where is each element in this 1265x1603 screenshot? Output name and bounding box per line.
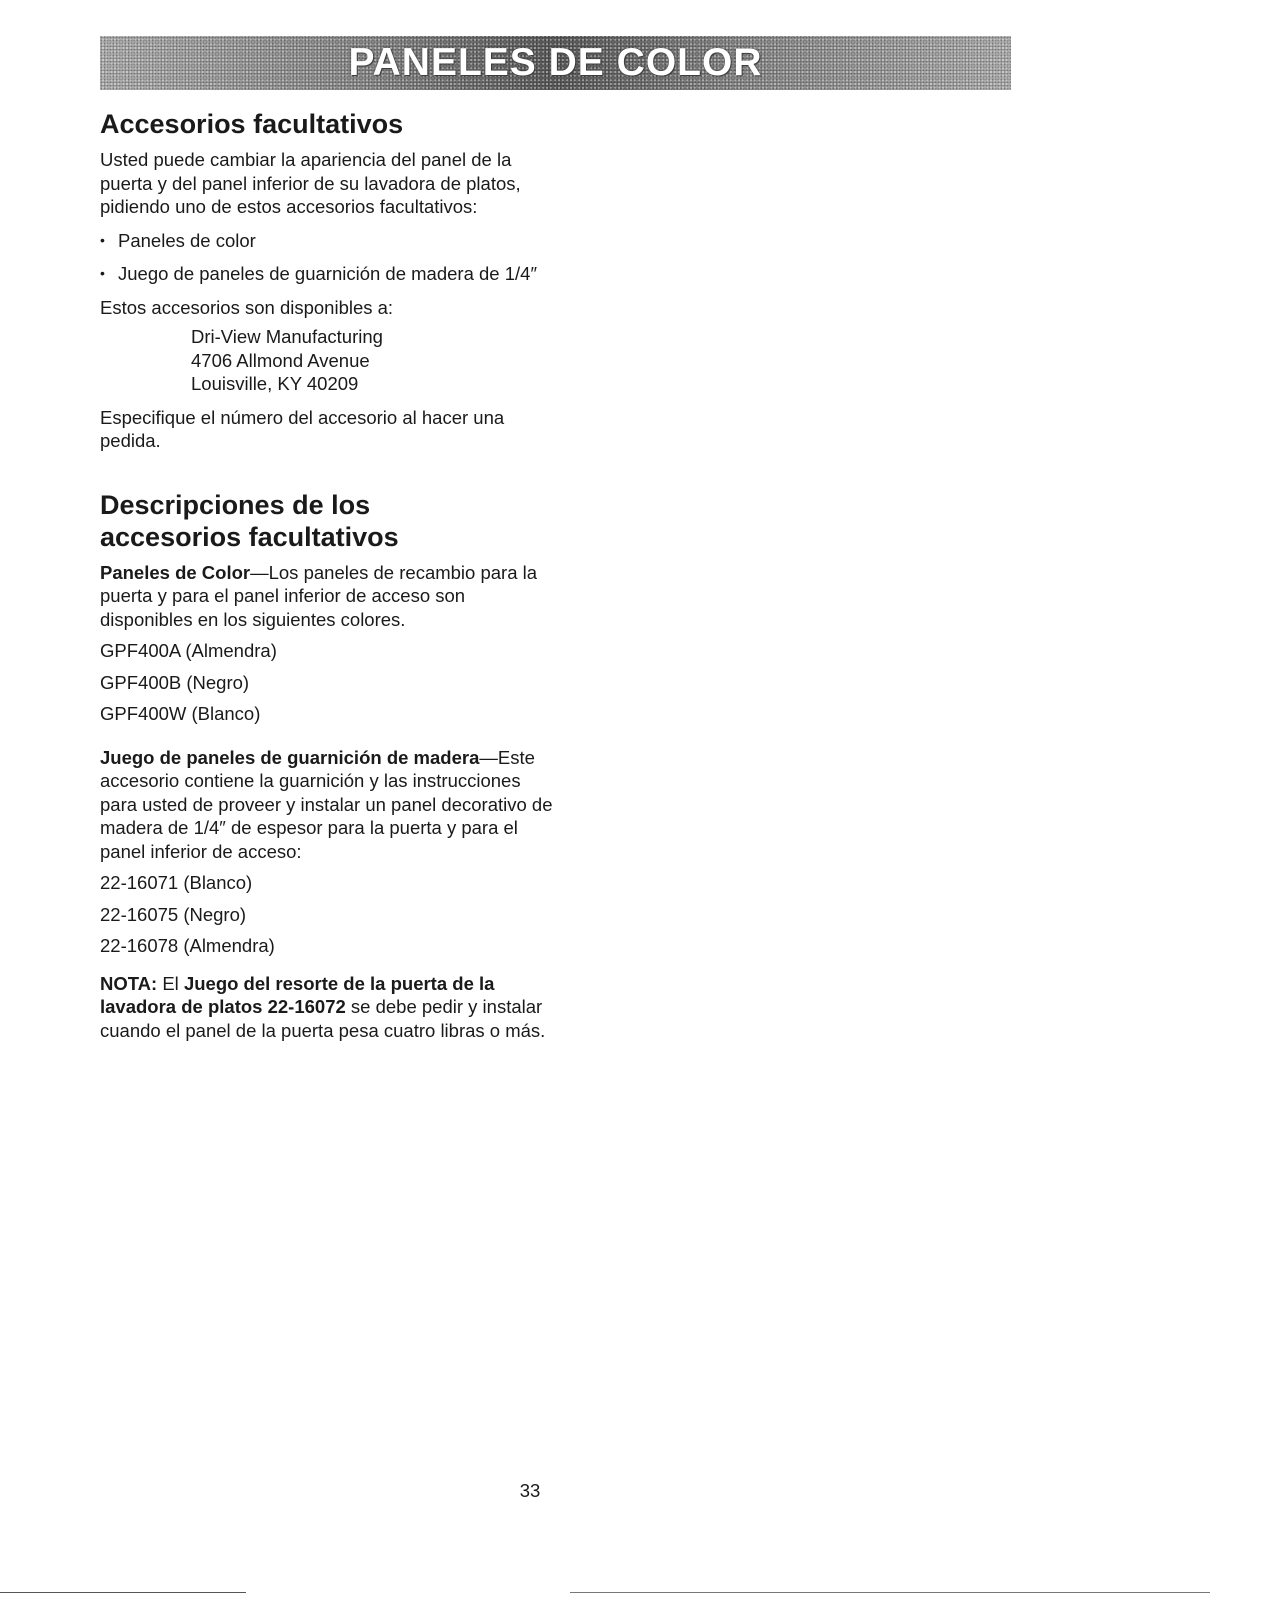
page-content	[100, 108, 560, 1042]
address-line: 4706 Allmond Avenue	[191, 349, 370, 371]
list-item: 22-16075 (Negro)	[100, 903, 247, 925]
wood-kit-description	[100, 746, 560, 864]
bullet-text: Juego de paneles de guarnición de madera de 1/4″	[118, 263, 537, 284]
color-panels-text: —Los paneles de recambio para la puerta y para el panel inferior de acceso son disponibles en los siguientes colores.	[100, 561, 538, 630]
footer-rule	[570, 1592, 1210, 1593]
page-number: 33	[519, 1480, 541, 1501]
address-line: Dri-View Manufacturing	[191, 326, 383, 347]
wood-kit-text: —Este accesorio contiene la guarnición y las instrucciones para usted de proveer y instalar un panel decorativo de madera de 1/4″ de espesor para la puerta y para el panel inferior de acceso:	[100, 746, 553, 862]
list-item: 22-16071 (Blanco)	[100, 872, 253, 893]
list-item	[100, 229, 560, 253]
color-panels-description	[100, 561, 560, 632]
color-panels-label: Paneles de Color	[100, 561, 251, 583]
supplier-address	[100, 325, 560, 396]
list-item: GPF400B (Negro)	[100, 671, 250, 693]
note-label: NOTA:	[100, 972, 158, 994]
footer-rule	[0, 1592, 246, 1593]
section-heading	[100, 489, 560, 553]
wood-kit-label: Juego de paneles de guarnición de madera	[100, 746, 480, 768]
section-accessory-descriptions	[100, 489, 560, 1043]
note-text: El	[157, 972, 184, 994]
note-bold: Juego del resorte de la puerta de la lavadora de platos 22-16072	[100, 972, 495, 1017]
banner-title: PANELES DE COLOR	[348, 41, 763, 84]
note-paragraph	[100, 972, 560, 1043]
list-item: GPF400W (Blanco)	[100, 703, 261, 724]
list-item: GPF400A (Almendra)	[100, 640, 277, 661]
order-instructions: Especifique el número del accesorio al hacer una pedida.	[100, 406, 505, 451]
heading-line: accesorios facultativos	[100, 521, 399, 552]
bullet-icon: •	[100, 231, 105, 248]
availability-text: Estos accesorios son disponibles a:	[100, 296, 394, 318]
bullet-icon: •	[100, 265, 105, 281]
list-item: 22-16078 (Almendra)	[100, 935, 275, 956]
section-optional-accessories	[100, 108, 560, 453]
bullet-text: Paneles de color	[118, 229, 256, 251]
section-banner	[100, 36, 1011, 90]
list-item	[100, 262, 560, 286]
address-line: Louisville, KY 40209	[191, 373, 359, 394]
intro-paragraph: Usted puede cambiar la apariencia del panel de la puerta y del panel inferior de su lavadora de platos, pidiendo uno de estos accesorios facultativos:	[100, 149, 521, 217]
heading-line: Descripciones de los	[100, 489, 371, 520]
note-text: se debe pedir y instalar cuando el panel de la puerta pesa cuatro libras o más.	[100, 996, 546, 1041]
section-heading: Accesorios facultativos	[100, 109, 404, 139]
